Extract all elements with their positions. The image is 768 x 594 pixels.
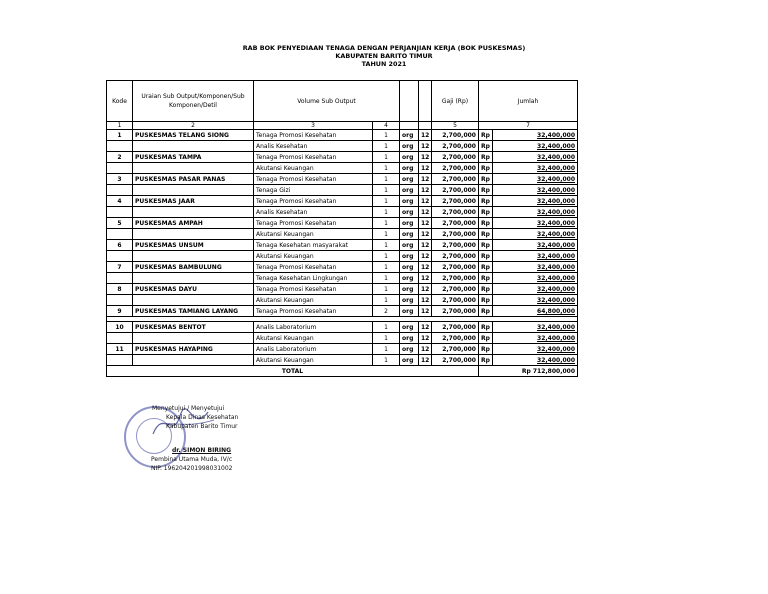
total-value: Rp 712,800,000 bbox=[479, 366, 578, 377]
signature-office: Kabupaten Barito Timur bbox=[166, 423, 238, 430]
cell-kode: 7 bbox=[107, 262, 133, 273]
cell-tenaga: Akutansi Keuangan bbox=[254, 333, 373, 344]
cell-unit: org bbox=[400, 185, 419, 196]
cell-puskesmas-name bbox=[133, 207, 254, 218]
cell-months: 12 bbox=[419, 130, 432, 141]
cell-gaji: 2,700,000 bbox=[432, 185, 479, 196]
cell-jumlah: 32,400,000 bbox=[493, 251, 578, 262]
document-title: RAB BOK PENYEDIAAN TENAGA DENGAN PERJANJIAN KERJA (BOK PUSKESMAS) bbox=[242, 44, 526, 52]
cell-volume: 1 bbox=[373, 174, 400, 185]
header-blank-unit bbox=[400, 81, 419, 122]
cell-volume: 1 bbox=[373, 163, 400, 174]
cell-currency: Rp bbox=[479, 163, 493, 174]
cell-months: 12 bbox=[419, 207, 432, 218]
cell-months: 12 bbox=[419, 251, 432, 262]
cell-tenaga: Tenaga Promosi Kesehatan bbox=[254, 284, 373, 295]
cell-gaji: 2,700,000 bbox=[432, 344, 479, 355]
cell-kode: 8 bbox=[107, 284, 133, 295]
table-row bbox=[107, 196, 578, 207]
cell-months: 12 bbox=[419, 141, 432, 152]
cell-puskesmas-name: PUSKESMAS PASAR PANAS bbox=[133, 174, 254, 185]
cell-months: 12 bbox=[419, 185, 432, 196]
cell-tenaga: Akutansi Keuangan bbox=[254, 355, 373, 366]
table-row bbox=[107, 322, 578, 333]
cell-gaji: 2,700,000 bbox=[432, 218, 479, 229]
cell-volume: 1 bbox=[373, 130, 400, 141]
cell-puskesmas-name bbox=[133, 295, 254, 306]
col-number-blank bbox=[419, 122, 432, 130]
cell-gaji: 2,700,000 bbox=[432, 196, 479, 207]
cell-unit: org bbox=[400, 306, 419, 317]
cell-puskesmas-name bbox=[133, 273, 254, 284]
cell-volume: 1 bbox=[373, 207, 400, 218]
cell-volume: 1 bbox=[373, 141, 400, 152]
table-row bbox=[107, 207, 578, 218]
table-row bbox=[107, 174, 578, 185]
cell-puskesmas-name bbox=[133, 333, 254, 344]
cell-months: 12 bbox=[419, 163, 432, 174]
cell-kode: 9 bbox=[107, 306, 133, 317]
header-kode: Kode bbox=[107, 81, 133, 122]
table-row bbox=[107, 273, 578, 284]
table-row bbox=[107, 295, 578, 306]
signatory-nip: NIP. 196204201998031002 bbox=[151, 465, 233, 472]
cell-tenaga: Tenaga Promosi Kesehatan bbox=[254, 174, 373, 185]
cell-volume: 1 bbox=[373, 273, 400, 284]
cell-volume: 1 bbox=[373, 152, 400, 163]
table-header-row bbox=[107, 81, 578, 122]
header-volume: Volume Sub Output bbox=[254, 81, 400, 122]
cell-tenaga: Akutansi Keuangan bbox=[254, 295, 373, 306]
cell-gaji: 2,700,000 bbox=[432, 355, 479, 366]
cell-kode: 3 bbox=[107, 174, 133, 185]
cell-tenaga: Analis Kesehatan bbox=[254, 207, 373, 218]
table-row bbox=[107, 251, 578, 262]
cell-gaji: 2,700,000 bbox=[432, 141, 479, 152]
cell-tenaga: Analis Laboratorium bbox=[254, 322, 373, 333]
cell-kode bbox=[107, 229, 133, 240]
cell-volume: 1 bbox=[373, 333, 400, 344]
cell-volume: 1 bbox=[373, 295, 400, 306]
cell-volume: 1 bbox=[373, 229, 400, 240]
cell-tenaga: Tenaga Promosi Kesehatan bbox=[254, 152, 373, 163]
cell-gaji: 2,700,000 bbox=[432, 174, 479, 185]
cell-jumlah: 32,400,000 bbox=[493, 240, 578, 251]
cell-kode: 2 bbox=[107, 152, 133, 163]
cell-tenaga: Tenaga Promosi Kesehatan bbox=[254, 196, 373, 207]
cell-kode: 10 bbox=[107, 322, 133, 333]
col-number: 3 bbox=[254, 122, 373, 130]
cell-gaji: 2,700,000 bbox=[432, 295, 479, 306]
header-blank-month bbox=[419, 81, 432, 122]
cell-jumlah: 32,400,000 bbox=[493, 185, 578, 196]
cell-puskesmas-name bbox=[133, 141, 254, 152]
cell-unit: org bbox=[400, 240, 419, 251]
cell-gaji: 2,700,000 bbox=[432, 273, 479, 284]
cell-tenaga: Tenaga Promosi Kesehatan bbox=[254, 218, 373, 229]
table-row bbox=[107, 163, 578, 174]
cell-kode: 5 bbox=[107, 218, 133, 229]
cell-unit: org bbox=[400, 262, 419, 273]
document-subtitle-year: TAHUN 2021 bbox=[361, 60, 407, 68]
cell-puskesmas-name bbox=[133, 185, 254, 196]
cell-jumlah: 32,400,000 bbox=[493, 229, 578, 240]
cell-currency: Rp bbox=[479, 322, 493, 333]
cell-volume: 1 bbox=[373, 355, 400, 366]
table-row bbox=[107, 141, 578, 152]
cell-unit: org bbox=[400, 295, 419, 306]
cell-tenaga: Tenaga Gizi bbox=[254, 185, 373, 196]
cell-tenaga: Tenaga Promosi Kesehatan bbox=[254, 306, 373, 317]
cell-jumlah: 32,400,000 bbox=[493, 141, 578, 152]
cell-currency: Rp bbox=[479, 273, 493, 284]
col-number: 4 bbox=[373, 122, 400, 130]
cell-unit: org bbox=[400, 355, 419, 366]
cell-months: 12 bbox=[419, 355, 432, 366]
cell-months: 12 bbox=[419, 306, 432, 317]
cell-gaji: 2,700,000 bbox=[432, 251, 479, 262]
cell-volume: 1 bbox=[373, 322, 400, 333]
cell-months: 12 bbox=[419, 295, 432, 306]
cell-jumlah: 32,400,000 bbox=[493, 295, 578, 306]
col-number: 5 bbox=[432, 122, 479, 130]
cell-currency: Rp bbox=[479, 295, 493, 306]
cell-jumlah: 32,400,000 bbox=[493, 163, 578, 174]
cell-kode: 1 bbox=[107, 130, 133, 141]
cell-months: 12 bbox=[419, 333, 432, 344]
cell-kode bbox=[107, 355, 133, 366]
cell-volume: 1 bbox=[373, 344, 400, 355]
cell-puskesmas-name: PUSKESMAS BAMBULUNG bbox=[133, 262, 254, 273]
cell-jumlah: 32,400,000 bbox=[493, 355, 578, 366]
table-row bbox=[107, 306, 578, 317]
column-number-row bbox=[107, 122, 578, 130]
cell-volume: 1 bbox=[373, 284, 400, 295]
cell-puskesmas-name bbox=[133, 251, 254, 262]
cell-jumlah: 32,400,000 bbox=[493, 273, 578, 284]
cell-volume: 1 bbox=[373, 185, 400, 196]
cell-puskesmas-name: PUSKESMAS BENTOT bbox=[133, 322, 254, 333]
cell-unit: org bbox=[400, 196, 419, 207]
col-number: 2 bbox=[133, 122, 254, 130]
cell-gaji: 2,700,000 bbox=[432, 322, 479, 333]
cell-months: 12 bbox=[419, 322, 432, 333]
cell-currency: Rp bbox=[479, 284, 493, 295]
cell-volume: 1 bbox=[373, 196, 400, 207]
cell-months: 12 bbox=[419, 229, 432, 240]
cell-gaji: 2,700,000 bbox=[432, 152, 479, 163]
total-label: TOTAL bbox=[107, 366, 479, 377]
cell-tenaga: Akutansi Keuangan bbox=[254, 251, 373, 262]
cell-tenaga: Akutansi Keuangan bbox=[254, 163, 373, 174]
cell-currency: Rp bbox=[479, 240, 493, 251]
cell-unit: org bbox=[400, 163, 419, 174]
cell-gaji: 2,700,000 bbox=[432, 306, 479, 317]
cell-unit: org bbox=[400, 141, 419, 152]
cell-kode bbox=[107, 295, 133, 306]
cell-kode: 4 bbox=[107, 196, 133, 207]
table-row bbox=[107, 284, 578, 295]
cell-unit: org bbox=[400, 273, 419, 284]
cell-months: 12 bbox=[419, 262, 432, 273]
cell-currency: Rp bbox=[479, 207, 493, 218]
cell-gaji: 2,700,000 bbox=[432, 207, 479, 218]
cell-jumlah: 32,400,000 bbox=[493, 218, 578, 229]
signature-approval: Menyetujui / Menyetujui bbox=[152, 405, 225, 412]
cell-puskesmas-name: PUSKESMAS TAMIANG LAYANG bbox=[133, 306, 254, 317]
cell-months: 12 bbox=[419, 174, 432, 185]
cell-gaji: 2,700,000 bbox=[432, 163, 479, 174]
cell-currency: Rp bbox=[479, 152, 493, 163]
cell-tenaga: Akutansi Keuangan bbox=[254, 229, 373, 240]
cell-currency: Rp bbox=[479, 355, 493, 366]
cell-unit: org bbox=[400, 229, 419, 240]
cell-puskesmas-name: PUSKESMAS HAYAPING bbox=[133, 344, 254, 355]
cell-volume: 2 bbox=[373, 306, 400, 317]
cell-volume: 1 bbox=[373, 262, 400, 273]
cell-jumlah: 32,400,000 bbox=[493, 207, 578, 218]
cell-tenaga: Tenaga Promosi Kesehatan bbox=[254, 262, 373, 273]
cell-currency: Rp bbox=[479, 141, 493, 152]
cell-jumlah: 32,400,000 bbox=[493, 152, 578, 163]
cell-tenaga: Analis Kesehatan bbox=[254, 141, 373, 152]
cell-unit: org bbox=[400, 174, 419, 185]
cell-currency: Rp bbox=[479, 130, 493, 141]
cell-jumlah: 32,400,000 bbox=[493, 262, 578, 273]
cell-currency: Rp bbox=[479, 185, 493, 196]
cell-volume: 1 bbox=[373, 240, 400, 251]
cell-kode bbox=[107, 141, 133, 152]
table-row bbox=[107, 152, 578, 163]
cell-puskesmas-name: PUSKESMAS TAMPA bbox=[133, 152, 254, 163]
col-number: 1 bbox=[107, 122, 133, 130]
table-row bbox=[107, 333, 578, 344]
cell-puskesmas-name: PUSKESMAS DAYU bbox=[133, 284, 254, 295]
cell-kode bbox=[107, 333, 133, 344]
cell-jumlah: 32,400,000 bbox=[493, 284, 578, 295]
cell-kode: 11 bbox=[107, 344, 133, 355]
cell-jumlah: 32,400,000 bbox=[493, 322, 578, 333]
table-row bbox=[107, 344, 578, 355]
cell-unit: org bbox=[400, 284, 419, 295]
cell-unit: org bbox=[400, 251, 419, 262]
cell-puskesmas-name: PUSKESMAS AMPAH bbox=[133, 218, 254, 229]
cell-tenaga: Tenaga Kesehatan Lingkungan bbox=[254, 273, 373, 284]
cell-jumlah: 32,400,000 bbox=[493, 333, 578, 344]
cell-kode bbox=[107, 251, 133, 262]
table-row bbox=[107, 240, 578, 251]
cell-months: 12 bbox=[419, 273, 432, 284]
header-uraian: Uraian Sub Output/Komponen/Sub Komponen/Detil bbox=[133, 81, 254, 122]
cell-currency: Rp bbox=[479, 229, 493, 240]
cell-currency: Rp bbox=[479, 251, 493, 262]
signatory-rank: Pembina Utama Muda, IV/c bbox=[151, 456, 233, 463]
signatory-name: dr. SIMON BIRING bbox=[172, 447, 232, 454]
cell-unit: org bbox=[400, 152, 419, 163]
cell-gaji: 2,700,000 bbox=[432, 333, 479, 344]
cell-currency: Rp bbox=[479, 306, 493, 317]
cell-gaji: 2,700,000 bbox=[432, 229, 479, 240]
cell-currency: Rp bbox=[479, 196, 493, 207]
cell-months: 12 bbox=[419, 152, 432, 163]
cell-months: 12 bbox=[419, 284, 432, 295]
cell-volume: 1 bbox=[373, 251, 400, 262]
cell-currency: Rp bbox=[479, 174, 493, 185]
col-number: 7 bbox=[479, 122, 578, 130]
cell-puskesmas-name: PUSKESMAS JAAR bbox=[133, 196, 254, 207]
cell-tenaga: Analis Laboratorium bbox=[254, 344, 373, 355]
cell-unit: org bbox=[400, 218, 419, 229]
cell-months: 12 bbox=[419, 240, 432, 251]
cell-gaji: 2,700,000 bbox=[432, 284, 479, 295]
cell-gaji: 2,700,000 bbox=[432, 262, 479, 273]
total-row bbox=[107, 366, 578, 377]
cell-unit: org bbox=[400, 333, 419, 344]
cell-unit: org bbox=[400, 130, 419, 141]
cell-kode bbox=[107, 185, 133, 196]
cell-currency: Rp bbox=[479, 262, 493, 273]
cell-puskesmas-name bbox=[133, 163, 254, 174]
table-row bbox=[107, 229, 578, 240]
cell-jumlah: 32,400,000 bbox=[493, 130, 578, 141]
cell-currency: Rp bbox=[479, 218, 493, 229]
cell-unit: org bbox=[400, 322, 419, 333]
cell-jumlah: 64,800,000 bbox=[493, 306, 578, 317]
header-gaji: Gaji (Rp) bbox=[432, 81, 479, 122]
cell-gaji: 2,700,000 bbox=[432, 130, 479, 141]
cell-gaji: 2,700,000 bbox=[432, 240, 479, 251]
table-row bbox=[107, 218, 578, 229]
cell-months: 12 bbox=[419, 196, 432, 207]
cell-kode bbox=[107, 207, 133, 218]
cell-jumlah: 32,400,000 bbox=[493, 196, 578, 207]
cell-puskesmas-name bbox=[133, 229, 254, 240]
col-number-blank bbox=[400, 122, 419, 130]
cell-unit: org bbox=[400, 344, 419, 355]
cell-kode: 6 bbox=[107, 240, 133, 251]
cell-currency: Rp bbox=[479, 333, 493, 344]
cell-puskesmas-name: PUSKESMAS TELANG SIONG bbox=[133, 130, 254, 141]
budget-table bbox=[106, 80, 578, 377]
cell-puskesmas-name bbox=[133, 355, 254, 366]
cell-tenaga: Tenaga Promosi Kesehatan bbox=[254, 130, 373, 141]
cell-volume: 1 bbox=[373, 218, 400, 229]
cell-unit: org bbox=[400, 207, 419, 218]
cell-months: 12 bbox=[419, 218, 432, 229]
cell-kode bbox=[107, 273, 133, 284]
table-row bbox=[107, 130, 578, 141]
document-subtitle-region: KABUPATEN BARITO TIMUR bbox=[335, 52, 433, 60]
table-row bbox=[107, 262, 578, 273]
cell-tenaga: Tenaga Kesehatan masyarakat bbox=[254, 240, 373, 251]
cell-jumlah: 32,400,000 bbox=[493, 174, 578, 185]
cell-currency: Rp bbox=[479, 344, 493, 355]
header-jumlah: Jumlah bbox=[479, 81, 578, 122]
cell-months: 12 bbox=[419, 344, 432, 355]
table-row bbox=[107, 355, 578, 366]
cell-puskesmas-name: PUSKESMAS UNSUM bbox=[133, 240, 254, 251]
table-row bbox=[107, 185, 578, 196]
cell-jumlah: 32,400,000 bbox=[493, 344, 578, 355]
signature-position: Kepala Dinas Kesehatan bbox=[166, 414, 239, 421]
cell-kode bbox=[107, 163, 133, 174]
